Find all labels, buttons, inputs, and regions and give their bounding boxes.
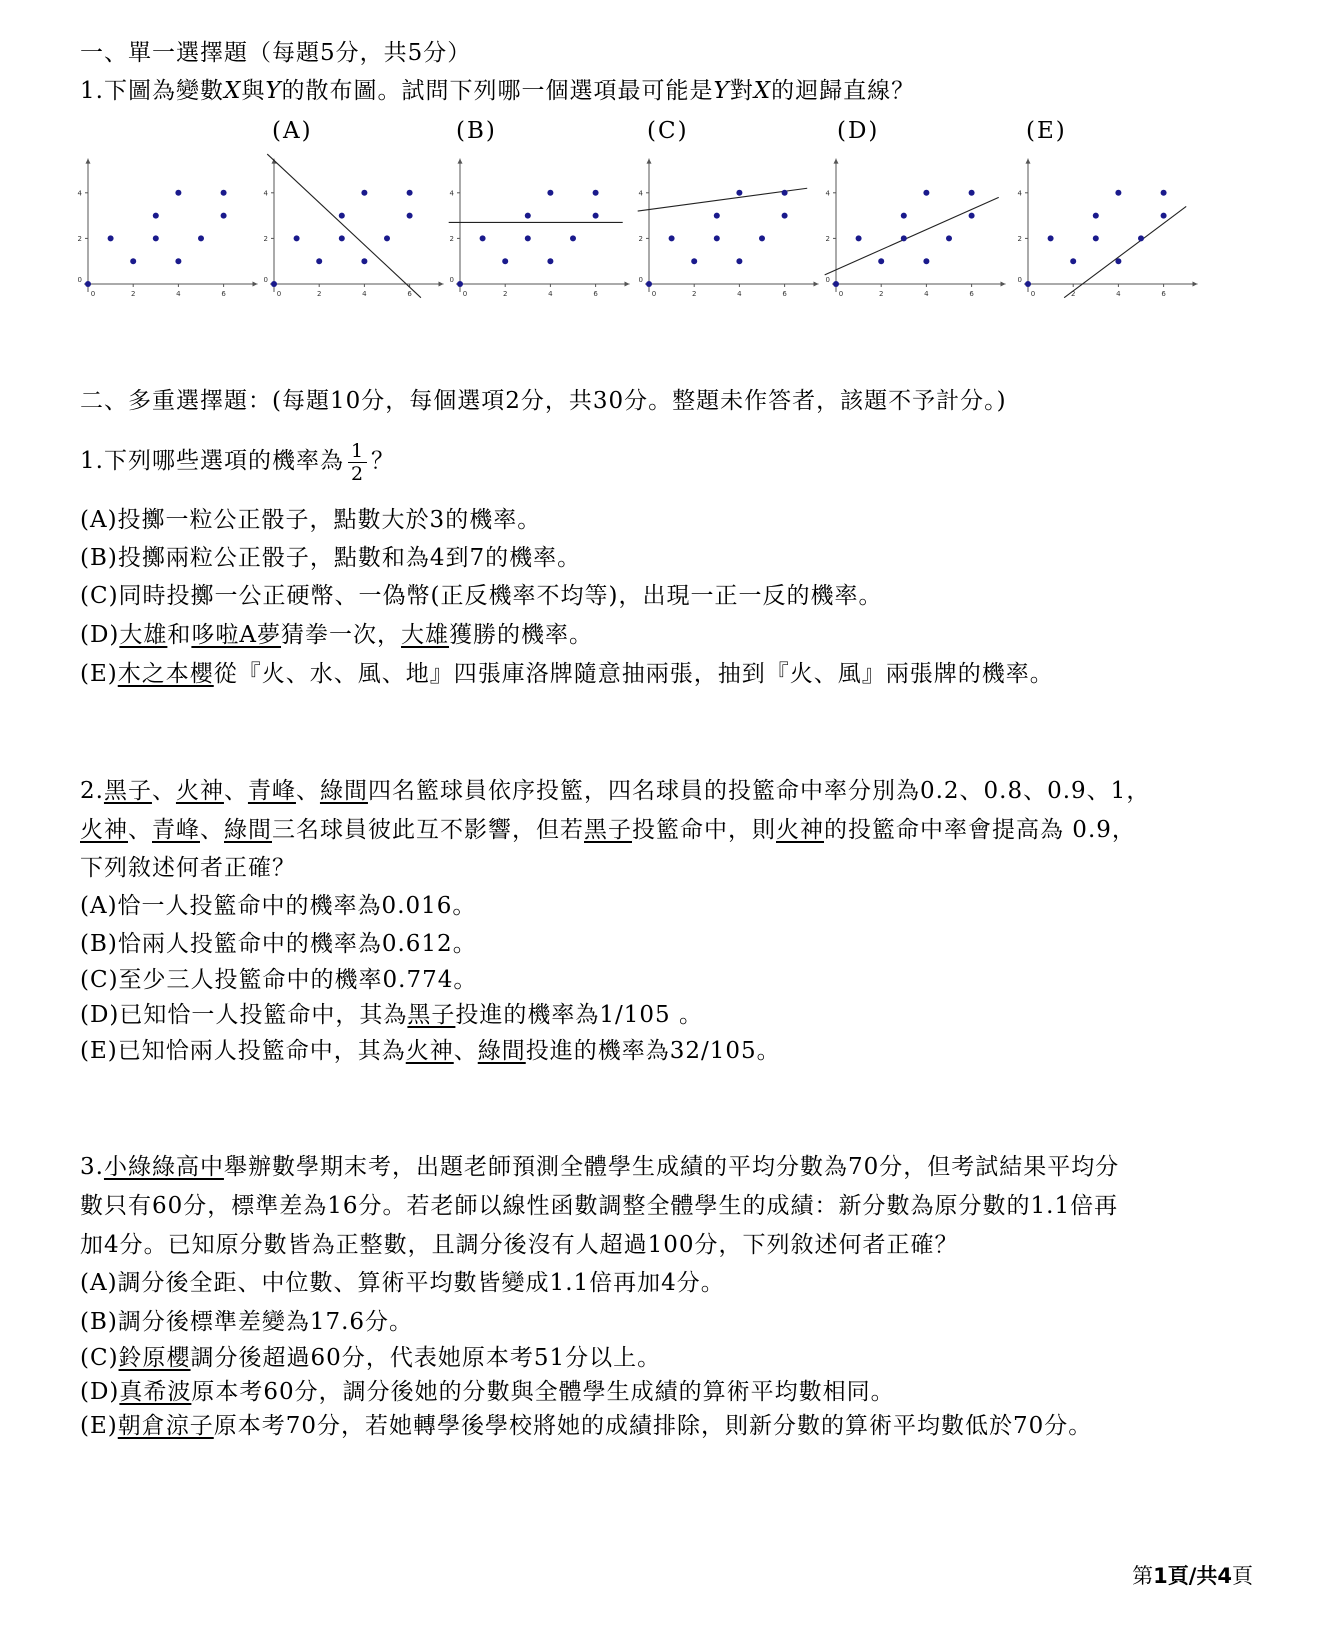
section2-q2-option-b: (B)恰兩人投籃命中的機率為0.612。 xyxy=(80,931,477,957)
data-point xyxy=(339,213,345,219)
data-point xyxy=(384,235,390,241)
x-tick-label: 6 xyxy=(593,290,598,298)
data-point xyxy=(407,190,413,196)
section2-q3-option-e: (E)朝倉涼子原本考70分，若她轉學後學校將她的成績排除，則新分數的算術平均數低於70分。 xyxy=(80,1413,1093,1439)
section2-q2-option-c: (C)至少三人投籃命中的機率0.774。 xyxy=(80,967,478,993)
section2-q3-line1: 3.小綠綠高中舉辦數學期末考，出題老師預測全體學生成績的平均分數為70分，但考試結果平均分 xyxy=(80,1154,1120,1180)
data-point xyxy=(1161,213,1167,219)
y-tick-label: 2 xyxy=(77,234,82,243)
x-tick-label: 6 xyxy=(782,290,787,298)
x-axis-arrow xyxy=(253,282,258,287)
data-point xyxy=(175,258,181,264)
section2-q1-option-b: (B)投擲兩粒公正骰子，點數和為4到7的機率。 xyxy=(80,545,582,571)
y-tick-label: 2 xyxy=(1017,234,1022,243)
data-point xyxy=(153,235,159,241)
data-point xyxy=(361,190,367,196)
x-axis-arrow xyxy=(1001,282,1006,287)
section2-q1-option-d: (D)大雄和哆啦A夢猜拳一次，大雄獲勝的機率。 xyxy=(80,622,594,648)
data-point xyxy=(946,235,952,241)
plot-label-b: (B) xyxy=(456,118,497,144)
x-tick-label: 2 xyxy=(1070,290,1076,298)
y-tick-label: 0 xyxy=(449,276,454,284)
fraction-one-half: $\frac{1}{2}$ xyxy=(348,440,367,485)
section2-q3-option-c: (C)鈴原櫻調分後超過60分，代表她原本考51分以上。 xyxy=(80,1345,662,1371)
y-tick-label: 2 xyxy=(825,234,830,243)
data-point xyxy=(736,190,742,196)
y-axis-arrow xyxy=(86,159,91,164)
section2-q2-option-a: (A)恰一人投籃命中的機率為0.016。 xyxy=(80,893,477,919)
data-point xyxy=(407,213,413,219)
data-point xyxy=(759,235,765,241)
regression-line xyxy=(638,188,808,211)
data-point xyxy=(969,213,975,219)
x-tick-label: 2 xyxy=(502,290,508,298)
plot-label-d: (D) xyxy=(837,118,880,144)
x-tick-label: 2 xyxy=(878,290,884,298)
data-point xyxy=(294,235,300,241)
y-axis-arrow xyxy=(834,159,839,164)
x-tick-label: 0 xyxy=(838,290,844,298)
data-point xyxy=(669,235,675,241)
x-tick-label: 4 xyxy=(548,290,553,298)
data-point xyxy=(901,213,907,219)
data-point xyxy=(856,235,862,241)
section2-q2-line2: 火神、青峰、綠間三名球員彼此互不影響，但若黑子投籃命中，則火神的投籃命中率會提高為 0.9， xyxy=(80,817,1136,843)
data-point xyxy=(480,235,486,241)
section2-q1-option-c: (C)同時投擲一公正硬幣、一偽幣(正反機率不均等)，出現一正一反的機率。 xyxy=(80,583,883,609)
data-point xyxy=(361,258,367,264)
x-tick-label: 2 xyxy=(691,290,697,298)
data-point xyxy=(221,213,227,219)
section2-q3-line3: 加4分。已知原分數皆為正整數，且調分後沒有人超過100分，下列敘述何者正確？ xyxy=(80,1232,959,1258)
data-point xyxy=(525,235,531,241)
data-point xyxy=(175,190,181,196)
x-tick-label: 0 xyxy=(276,290,282,298)
y-tick-label: 4 xyxy=(449,189,454,198)
data-point xyxy=(339,235,345,241)
scatter-plot-a xyxy=(258,150,448,310)
data-point xyxy=(130,258,136,264)
data-point xyxy=(878,258,884,264)
data-point xyxy=(1161,190,1167,196)
x-tick-label: 4 xyxy=(176,290,181,298)
x-axis-arrow xyxy=(814,282,819,287)
data-point xyxy=(736,258,742,264)
section2-heading: 二、多重選擇題：(每題10分，每個選項2分，共30分。整題未作答者，該題不予計分。) xyxy=(80,388,1007,414)
data-point xyxy=(547,190,553,196)
data-point xyxy=(782,190,788,196)
y-tick-label: 0 xyxy=(1017,276,1022,284)
x-tick-label: 4 xyxy=(1116,290,1121,298)
x-axis-arrow xyxy=(439,282,444,287)
plot-label-c: (C) xyxy=(647,118,689,144)
y-tick-label: 4 xyxy=(1017,189,1022,198)
section1-heading: 一、單一選擇題（每題5分，共5分） xyxy=(80,40,472,66)
section2-q2-option-d: (D)已知恰一人投籃命中，其為黑子投進的機率為1/105 。 xyxy=(80,1002,703,1028)
y-tick-label: 4 xyxy=(638,189,643,198)
data-point xyxy=(969,190,975,196)
x-tick-label: 0 xyxy=(1030,290,1036,298)
x-tick-label: 0 xyxy=(462,290,468,298)
y-tick-label: 4 xyxy=(263,189,268,198)
data-point xyxy=(1093,235,1099,241)
y-tick-label: 0 xyxy=(263,276,268,284)
y-tick-label: 2 xyxy=(263,234,268,243)
scatter-plot-original xyxy=(72,150,262,310)
x-tick-label: 6 xyxy=(407,290,412,298)
section2-q1-stem: 1.下列哪些選項的機率為 $\frac{1}{2}$ ？ xyxy=(80,439,396,485)
x-tick-label: 6 xyxy=(1161,290,1166,298)
x-tick-label: 4 xyxy=(362,290,367,298)
x-axis-arrow xyxy=(625,282,630,287)
section2-q1-option-a: (A)投擲一粒公正骰子，點數大於3的機率。 xyxy=(80,507,542,533)
data-point xyxy=(1048,235,1054,241)
x-tick-label: 6 xyxy=(221,290,226,298)
data-point xyxy=(221,190,227,196)
y-tick-label: 0 xyxy=(825,276,830,284)
data-point xyxy=(901,235,907,241)
y-axis-arrow xyxy=(458,159,463,164)
x-tick-label: 2 xyxy=(316,290,322,298)
scatter-plot-b xyxy=(444,150,634,310)
data-point xyxy=(714,235,720,241)
regression-line xyxy=(267,154,421,298)
data-point xyxy=(1138,235,1144,241)
x-tick-label: 0 xyxy=(651,290,657,298)
section2-q3-option-d: (D)真希波原本考60分，調分後她的分數與全體學生成績的算術平均數相同。 xyxy=(80,1379,895,1405)
x-tick-label: 4 xyxy=(737,290,742,298)
plot-label-e: (E) xyxy=(1026,118,1067,144)
data-point xyxy=(153,213,159,219)
y-tick-label: 2 xyxy=(638,234,643,243)
page-number: 第1頁/共4頁 xyxy=(1132,1564,1253,1588)
x-axis-arrow xyxy=(1193,282,1198,287)
section1-q1-stem: 1.下圖為變數X與Y的散布圖。試問下列哪一個選項最可能是Y對X的迴歸直線？ xyxy=(80,78,916,104)
data-point xyxy=(923,190,929,196)
data-point xyxy=(457,281,463,287)
data-point xyxy=(782,213,788,219)
x-tick-label: 2 xyxy=(130,290,136,298)
x-tick-label: 4 xyxy=(924,290,929,298)
data-point xyxy=(593,213,599,219)
data-point xyxy=(1070,258,1076,264)
scatter-plot-e xyxy=(1012,150,1202,310)
section2-q2-line3: 下列敘述何者正確？ xyxy=(80,855,296,881)
y-tick-label: 4 xyxy=(825,189,830,198)
data-point xyxy=(691,258,697,264)
section2-q2-line1: 2.黑子、火神、青峰、綠間四名籃球員依序投籃，四名球員的投籃命中率分別為0.2、0.8、0.9、1， xyxy=(80,778,1151,804)
data-point xyxy=(923,258,929,264)
section2-q3-option-b: (B)調分後標準差變為17.6分。 xyxy=(80,1309,414,1335)
section2-q3-option-a: (A)調分後全距、中位數、算術平均數皆變成1.1倍再加4分。 xyxy=(80,1270,725,1296)
data-point xyxy=(1093,213,1099,219)
y-tick-label: 2 xyxy=(449,234,454,243)
y-tick-label: 0 xyxy=(77,276,82,284)
data-point xyxy=(570,235,576,241)
data-point xyxy=(646,281,652,287)
y-tick-label: 0 xyxy=(638,276,643,284)
data-point xyxy=(198,235,204,241)
y-tick-label: 4 xyxy=(77,189,82,198)
y-axis-arrow xyxy=(647,159,652,164)
x-tick-label: 6 xyxy=(969,290,974,298)
data-point xyxy=(271,281,277,287)
scatter-plot-c xyxy=(633,150,823,310)
scatter-plot-d xyxy=(820,150,1010,310)
data-point xyxy=(525,213,531,219)
data-point xyxy=(1025,281,1031,287)
regression-line xyxy=(825,197,999,275)
section2-q3-line2: 數只有60分，標準差為16分。若老師以線性函數調整全體學生的成績：新分數為原分數的1.1倍再 xyxy=(80,1193,1119,1219)
data-point xyxy=(547,258,553,264)
data-point xyxy=(108,235,114,241)
section2-q2-option-e: (E)已知恰兩人投籃命中，其為火神、綠間投進的機率為32/105。 xyxy=(80,1038,781,1064)
data-point xyxy=(502,258,508,264)
x-tick-label: 0 xyxy=(90,290,96,298)
section2-q1-option-e: (E)木之本櫻從『火、水、風、地』四張庫洛牌隨意抽兩張，抽到『火、風』兩張牌的機率。 xyxy=(80,661,1054,687)
data-point xyxy=(593,190,599,196)
plot-label-a: (A) xyxy=(272,118,313,144)
data-point xyxy=(316,258,322,264)
data-point xyxy=(714,213,720,219)
data-point xyxy=(85,281,91,287)
data-point xyxy=(1115,258,1121,264)
data-point xyxy=(833,281,839,287)
data-point xyxy=(1115,190,1121,196)
y-axis-arrow xyxy=(1026,159,1031,164)
